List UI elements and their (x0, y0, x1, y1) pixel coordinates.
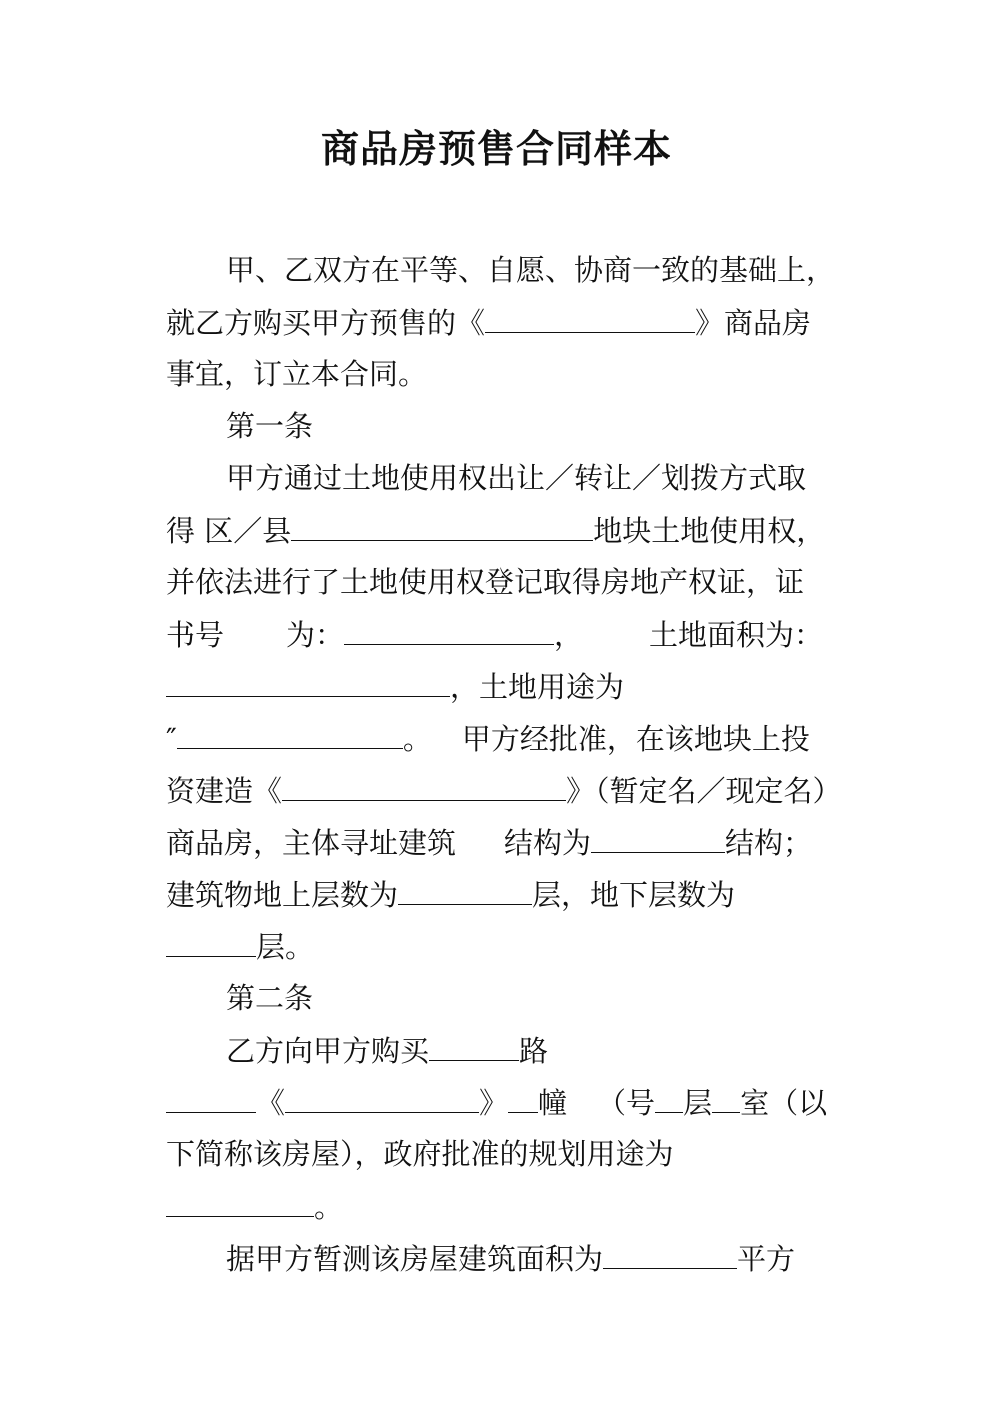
fill-blank (712, 1082, 740, 1113)
paragraph-line (226, 1238, 795, 1278)
text: 》 (479, 1086, 509, 1120)
text: 并依法进行了土地使用权登记取得房地产权证，证 (166, 565, 805, 599)
text: 为： (286, 618, 345, 652)
text: 第一条 (226, 409, 314, 443)
fill-blank (166, 1186, 314, 1217)
fill-blank (177, 718, 403, 749)
paragraph-line (166, 302, 811, 342)
fill-blank (166, 926, 256, 957)
paragraph-line (166, 1082, 827, 1122)
text: 室（以 (740, 1086, 828, 1120)
text: 下简称该房屋），政府批准的规划用途为 (166, 1137, 674, 1171)
text: 乙方向甲方购买 (226, 1034, 430, 1068)
text: 就乙方购买甲方预售的《 (166, 306, 486, 340)
text: 结构； (725, 826, 813, 860)
text: 得 区／县 (166, 514, 292, 548)
fill-blank (166, 1082, 256, 1113)
paragraph-line (166, 562, 804, 602)
text: 地块土地使用权， (593, 514, 826, 548)
fill-blank (485, 302, 695, 333)
text: ″ (166, 722, 177, 756)
paragraph-line (166, 718, 810, 758)
text: 》（暂定名／现定名） (566, 774, 842, 808)
text: 《 (256, 1086, 286, 1120)
article-heading (226, 406, 313, 446)
fill-blank (429, 1030, 519, 1061)
article-heading (226, 978, 313, 1018)
text: 层 (683, 1086, 713, 1120)
fill-blank (603, 1238, 737, 1269)
fill-blank (285, 1082, 479, 1113)
paragraph-line (226, 1030, 548, 1070)
text: 层，地下层数为 (532, 878, 736, 912)
fill-blank (291, 510, 593, 541)
text: 第二条 (226, 981, 314, 1015)
text: 》商品房 (695, 306, 812, 340)
text: 。 (314, 1190, 344, 1224)
text: 据甲方暂测该房屋建筑面积为 (226, 1242, 604, 1276)
paragraph-line (226, 250, 835, 290)
text: 。 (402, 722, 432, 756)
paragraph-line (166, 614, 823, 654)
paragraph-line (166, 354, 427, 394)
text: 书号 (166, 618, 225, 652)
text: 甲、乙双方在平等、自愿、协商一致的基础上， (226, 253, 836, 287)
paragraph-line (166, 770, 842, 810)
text: 层。 (256, 930, 315, 964)
text: 甲方经批准，在该地块上投 (461, 722, 810, 756)
fill-blank (398, 874, 532, 905)
text: 资建造《 (166, 774, 283, 808)
fill-blank (166, 666, 450, 697)
paragraph-line (166, 510, 825, 550)
text: 甲方通过土地使用权出让／转让／划拨方式取 (226, 461, 807, 495)
paragraph-line (166, 822, 812, 862)
text: 幢 (538, 1086, 568, 1120)
paragraph-line (166, 666, 624, 706)
text: 结构为 (504, 826, 592, 860)
text: 建筑物地上层数为 (166, 878, 399, 912)
text: 商品房，主体寻址建筑 (166, 826, 457, 860)
page-title: 商品房预售合同样本 (320, 127, 672, 171)
paragraph-line (166, 1186, 343, 1226)
text: 土地面积为： (649, 618, 824, 652)
text: 路 (519, 1034, 549, 1068)
fill-blank (282, 770, 566, 801)
paragraph-line (166, 926, 314, 966)
text: 平方 (737, 1242, 796, 1276)
paragraph-line (166, 1134, 674, 1174)
fill-blank (344, 614, 554, 645)
fill-blank (508, 1082, 538, 1113)
paragraph-line (226, 458, 806, 498)
text: （号 (597, 1086, 656, 1120)
text: ， (554, 618, 584, 652)
fill-blank (655, 1082, 683, 1113)
fill-blank (591, 822, 725, 853)
text: 事宜，订立本合同。 (166, 357, 428, 391)
text: ，土地用途为 (450, 670, 625, 704)
paragraph-line (166, 874, 735, 914)
